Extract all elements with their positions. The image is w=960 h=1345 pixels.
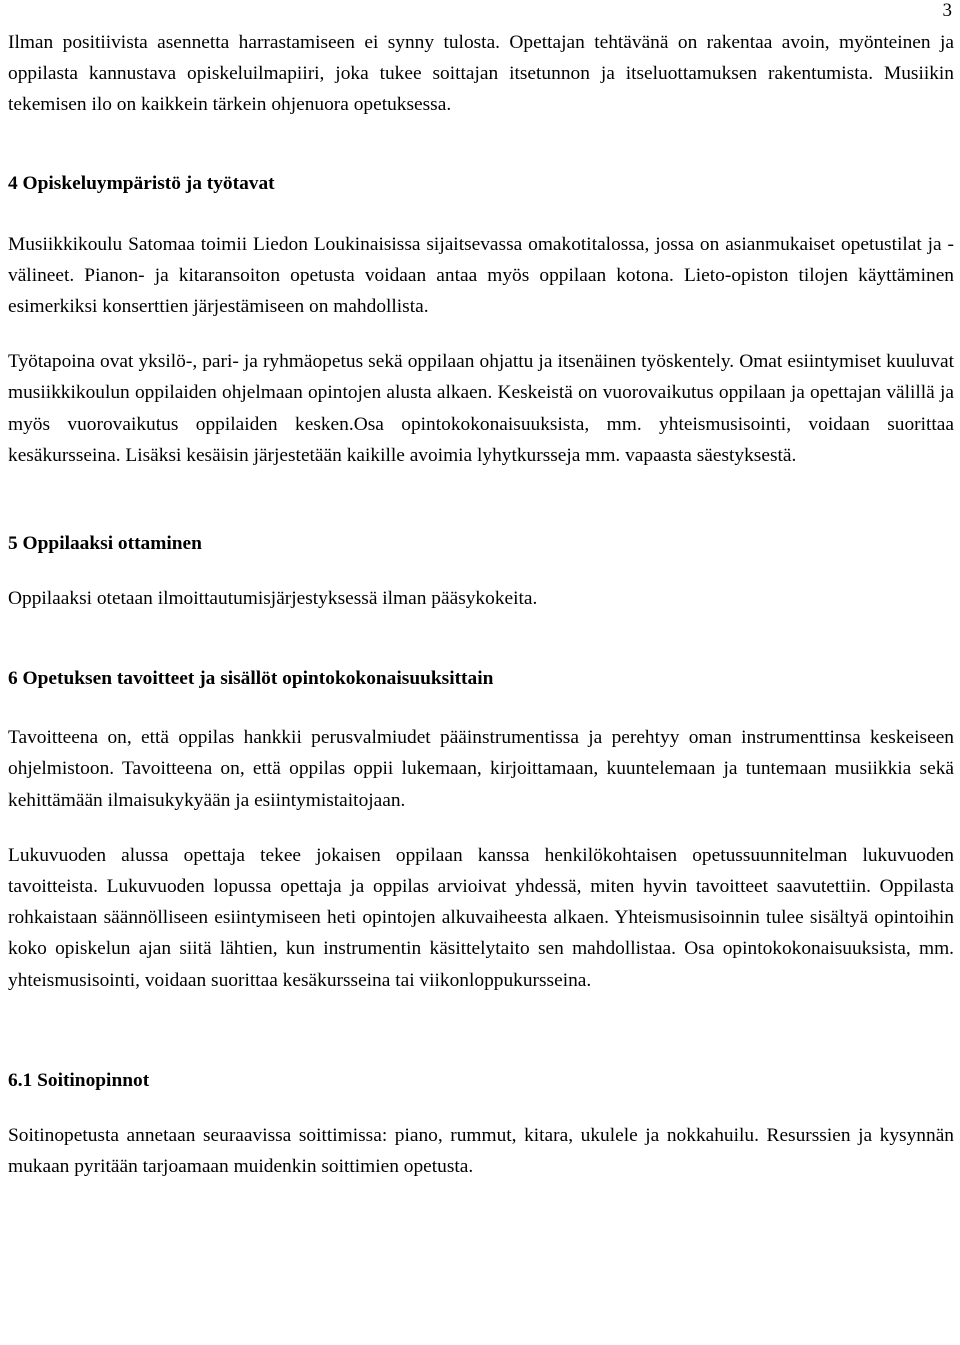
section-6-heading: 6 Opetuksen tavoitteet ja sisällöt opintokokonaisuuksittain <box>8 668 494 690</box>
section-5-heading: 5 Oppilaaksi ottaminen <box>8 533 202 555</box>
intro-paragraph: Ilman positiivista asennetta harrastamiseen ei synny tulosta. Opettajan tehtävänä on rakentaa avoin, myönteinen ja oppilasta kannustava opiskeluilmapiiri, joka tukee soittajan itsetunnon ja itseluottamuksen rakentumista. Musiikin tekemisen ilo on kaikkein tärkein ohjenuora opetuksessa. <box>8 32 954 116</box>
section-6-1-heading: 6.1 Soitinopinnot <box>8 1069 150 1091</box>
section-6-paragraph-2: Lukuvuoden alussa opettaja tekee jokaisen oppilaan kanssa henkilökohtaisen opetussuunnitelman lukuvuoden tavoitteista. Lukuvuoden lopussa opettaja ja oppilas arvioivat yhdessä, miten hyvin tavoitteet saavutettiin. Oppilasta rohkaistaan säännölliseen esiintymiseen heti opintojen alkuvaiheesta alkaen. Yhteismusisoinnin tulee sisältyä opintoihin koko opiskelun ajan siitä lähtien, kun instrumentin käsittelytaito sen mahdollistaa. Osa opintokokonaisuuksista, mm. yhteismusisointi, voidaan suorittaa kesäkursseina tai viikonloppukursseina. <box>8 844 954 991</box>
section-5-paragraph-1: Oppilaaksi otetaan ilmoittautumisjärjestyksessä ilman pääsykokeita. <box>8 588 538 610</box>
section-6-paragraph-1: Tavoitteena on, että oppilas hankkii perusvalmiudet pääinstrumentissa ja perehtyy oman instrumenttinsa keskeiseen ohjelmistoon. Tavoitteena on, että oppilas oppii lukemaan, kirjoittamaan, kuuntelemaan ja tuntemaan musiikkia sekä kehittämään ilmaisukykyään ja esiintymistaitojaan. <box>8 727 954 811</box>
section-4-paragraph-2: Työtapoina ovat yksilö-, pari- ja ryhmäopetus sekä oppilaan ohjattu ja itsenäinen työskentely. Omat esiintymiset kuuluvat musiikkikoulun oppilaiden ohjelmaan opintojen alusta alkaen. Keskeistä on vuorovaikutus oppilaan ja opettajan välillä ja myös vuorovaikutus oppilaiden kesken.Osa opintokokonaisuuksista, mm. yhteismusisointi, voidaan suorittaa kesäkursseina. Lisäksi kesäisin järjestetään kaikille avoimia lyhytkursseja mm. vapaasta säestyksestä. <box>8 351 954 466</box>
section-6-1-paragraph-1: Soitinopetusta annetaan seuraavissa soittimissa: piano, rummut, kitara, ukulele ja nokkahuilu. Resurssien ja kysynnän mukaan pyritään tarjoamaan muidenkin soittimien opetusta. <box>8 1124 954 1178</box>
section-4-paragraph-1: Musiikkikoulu Satomaa toimii Liedon Loukinaisissa sijaitsevassa omakotitalossa, jossa on asianmukaiset opetustilat ja -välineet. Pianon- ja kitaransoiton opetusta voidaan antaa myös oppilaan kotona. Lieto-opiston tilojen käyttäminen esimerkiksi konserttien järjestämiseen on mahdollista. <box>8 233 954 318</box>
section-4-heading: 4 Opiskeluympäristö ja työtavat <box>8 172 275 194</box>
page-number: 3 <box>942 0 952 21</box>
document-body <box>8 27 954 1182</box>
